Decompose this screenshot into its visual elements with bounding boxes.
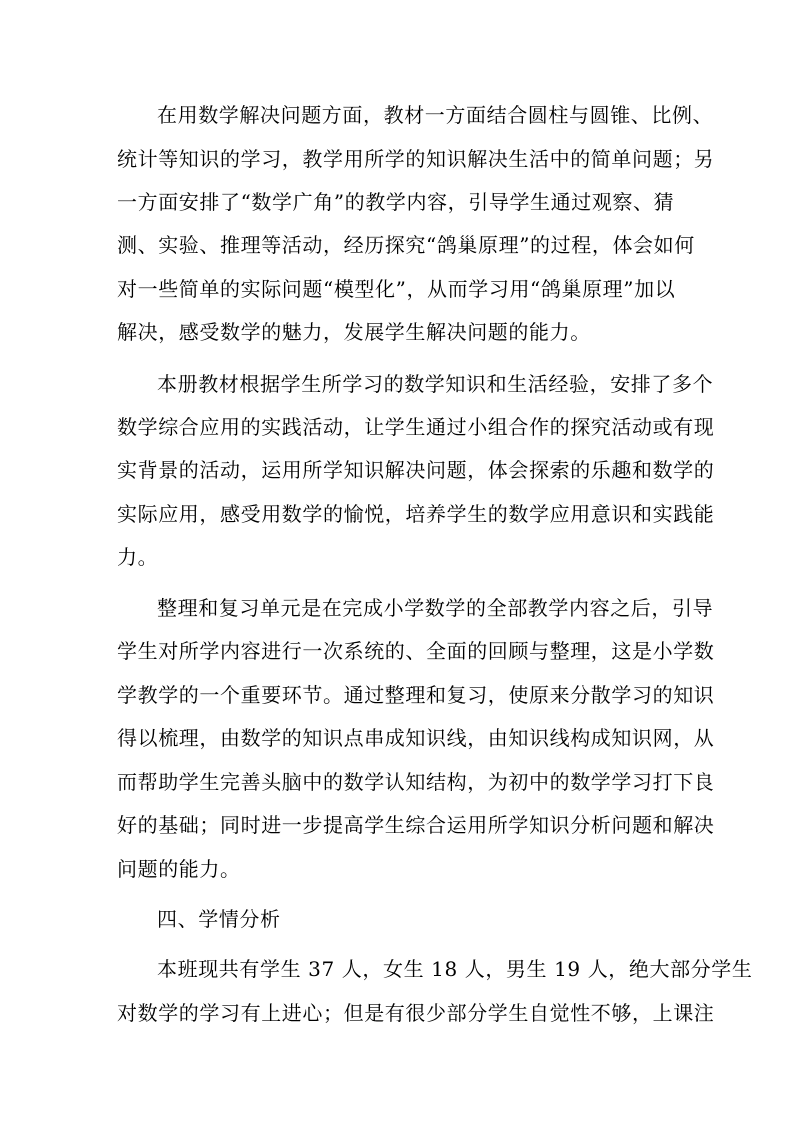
text-line: 好的基础；同时进一步提高学生综合运用所学知识分析问题和解决 [117,813,715,837]
section-heading: 四、学情分析 [157,907,281,931]
text-line: 问题的能力。 [117,857,241,881]
text-line: 学生对所学内容进行一次系统的、全面的回顾与整理，这是小学数 [117,639,715,663]
text-line: 对数学的学习有上进心；但是有很少部分学生自觉性不够，上课注 [117,1001,715,1025]
text-line: 而帮助学生完善头脑中的数学认知结构，为初中的数学学习打下良 [117,770,715,794]
text-line: 实际应用，感受用数学的愉悦，培养学生的数学应用意识和实践能 [117,502,715,526]
text-line: 力。 [117,545,159,569]
text-line: 数学综合应用的实践活动，让学生通过小组合作的探究活动或有现 [117,415,715,439]
text-line: 本班现共有学生 37 人，女生 18 人，男生 19 人，绝大部分学生 [157,957,753,981]
text-line: 得以梳理，由数学的知识点串成知识线，由知识线构成知识网，从 [117,726,715,750]
text-line: 实背景的活动，运用所学知识解决问题，体会探索的乐趣和数学的 [117,458,715,482]
text-line: 整理和复习单元是在完成小学数学的全部教学内容之后，引导 [157,596,714,620]
text-line: 测、实验、推理等活动，经历探究“鸽巢原理”的过程，体会如何 [117,233,695,257]
text-line: 在用数学解决问题方面，教材一方面结合圆柱与圆锥、比例、 [157,103,714,127]
text-line: 对一些简单的实际问题“模型化”，从而学习用“鸽巢原理”加以 [117,277,676,301]
text-line: 学教学的一个重要环节。通过整理和复习，使原来分散学习的知识 [117,683,715,707]
text-line: 统计等知识的学习，教学用所学的知识解决生活中的简单问题；另 [117,147,715,171]
text-line: 本册教材根据学生所学习的数学知识和生活经验，安排了多个 [157,372,714,396]
text-line: 解决，感受数学的魅力，发展学生解决问题的能力。 [117,320,591,344]
text-line: 一方面安排了“数学广角”的教学内容，引导学生通过观察、猜 [117,190,675,214]
